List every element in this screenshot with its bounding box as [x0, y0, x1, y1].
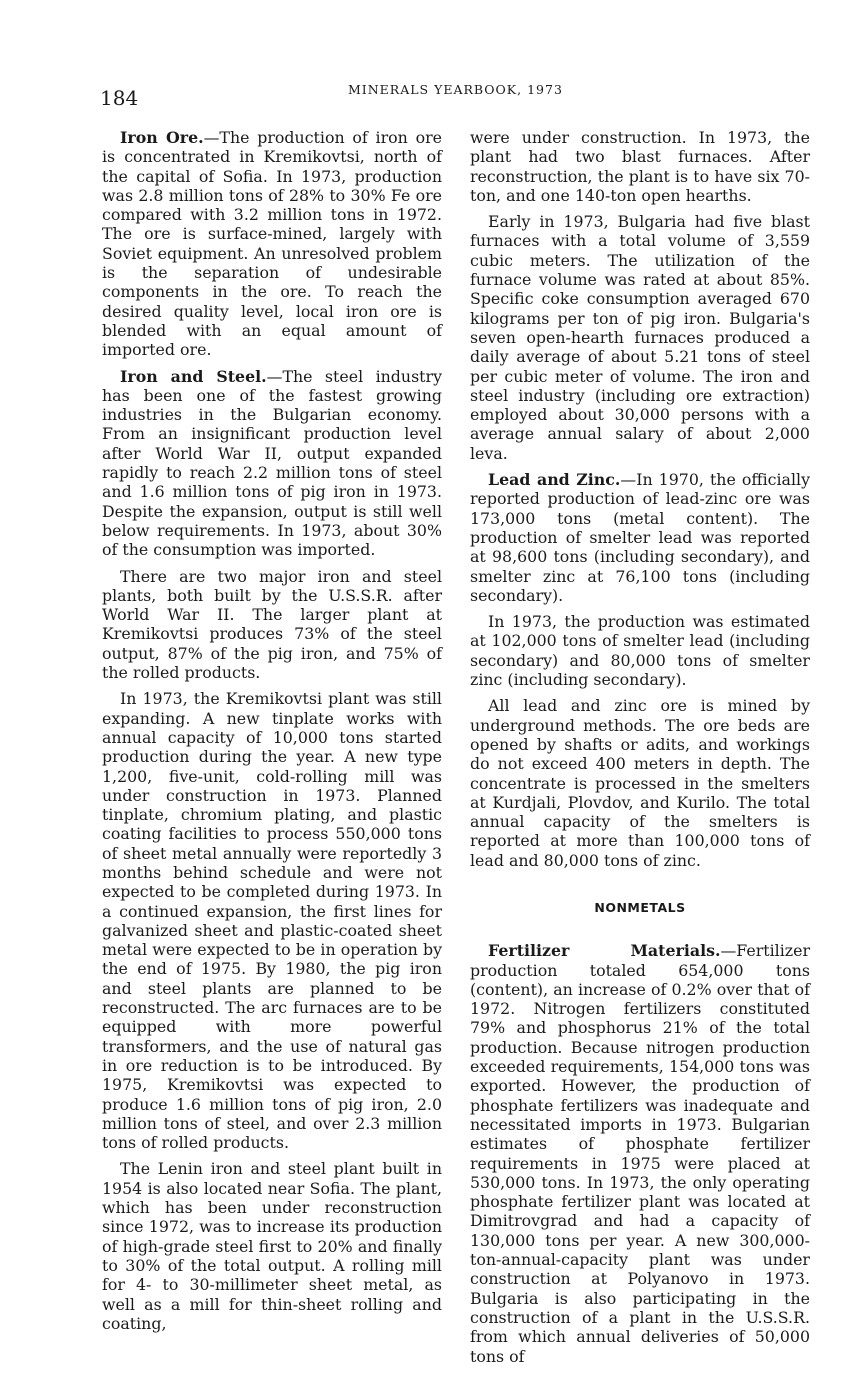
- iron-steel-text: —The steel industry has been one of the fastest growing industries in the Bulgarian economy. From an insignificant production level after World War II, output expanded rapidly to reach 2.2 million tons of steel and 1.6 million tons of pig iron in 1973. Despite the expansion, output is still well below requirements. In 1973, about 30% of the consumption was imported.: [102, 366, 443, 560]
- lead-zinc-paragraph: [470, 470, 810, 605]
- lead-zinc-heading: Lead and Zinc.: [488, 470, 621, 490]
- kremikovtsi-paragraph: In 1973, the Kremikovtsi plant was still expanding. A new tinplate works with annual capacity of 10,000 tons started production during the year. A new type 1,200, five-unit, cold-rolling mill was under construction in 1973. Planned tinplate, chromium plating, and plastic coating facilities to process 550,000 tons of sheet metal annually were reportedly 3 months behind schedule and were not expected to be completed during 1973. In a continued expansion, the first lines for galvanized sheet and plastic-coated sheet metal were expected to be in operation by the end of 1975. By 1980, the pig iron and steel plants are planned to be reconstructed. The arc furnaces are to be equipped with more powerful transformers, and the use of natural gas in ore reduction is to be introduced. By 1975, Kremikovtsi was expected to produce 1.6 million tons of pig iron, 2.0 million tons of steel, and over 2.3 million tons of rolled products.: [102, 689, 442, 1153]
- iron-ore-heading: Iron Ore.: [120, 128, 204, 147]
- plants-paragraph: There are two major iron and steel plants, both built by the U.S.S.R. after World War II. The larger plant at Kremikovtsi produces 73% of the steel output, 87% of the pig iron, and 75% of the rolled products.: [102, 566, 442, 683]
- running-title: MINERALS YEARBOOK, 1973: [348, 82, 563, 97]
- continued-paragraph: were under construction. In 1973, the plant had two blast furnaces. After reconstruction, the plant is to have six 70-ton, and one 140-ton open hearths.: [470, 128, 810, 205]
- nonmetals-heading: NONMETALS: [594, 899, 686, 915]
- fertilizer-paragraph: [470, 941, 810, 1366]
- right-column: [470, 128, 810, 1373]
- production-1973-paragraph: In 1973, the production was estimated at 102,000 tons of smelter lead (including secondary) and 80,000 tons of smelter zinc (including secondary).: [470, 612, 810, 690]
- page-number: 184: [100, 86, 139, 110]
- left-column: [102, 128, 442, 1340]
- fertilizer-text: —Fertilizer production totaled 654,000 tons (content), an increase of 0.2% over that of 1972. Nitrogen fertilizers constituted 79% and phosphorus 21% of the total production. Because nitrogen production exceeded requirements, 154,000 tons was exported. However, the production of phosphate fertilizers was inadequate and necessitated imports in 1973. Bulgarian estimates of phosphate fertilizer requirements in 1975 were placed at 530,000 tons. In 1973, the only operating phosphate fertilizer plant was located at Dimitrovgrad and had a capacity of 130,000 tons per year. A new 300,000-ton-annual-capacity plant was under construction at Polyanovo in 1973. Bulgaria is also participating in the construction of a plant in the U.S.S.R. from which annual deliveries of 50,000 tons of: [470, 941, 810, 1366]
- lenin-plant-paragraph: The Lenin iron and steel plant built in 1954 is also located near Sofia. The plant, which has been under reconstruction since 1972, was to increase its production of high-grade steel first to 20% and finally to 30% of the total output. A rolling mill for 4- to 30-millimeter sheet metal, as well as a mill for thin-sheet rolling and coating,: [102, 1159, 442, 1333]
- iron-steel-heading: Iron and Steel.: [120, 366, 267, 386]
- lead-zinc-text: —In 1970, the officially reported production of lead-zinc ore was 173,000 tons (metal content). The production of smelter lead was reported at 98,600 tons (including secondary), and smelter zinc at 76,100 tons (including secondary).: [470, 470, 810, 605]
- mining-methods-paragraph: All lead and zinc ore is mined by underground methods. The ore beds are opened by shafts or adits, and workings do not exceed 400 meters in depth. The concentrate is processed in the smelters at Kurdjali, Plovdov, and Kurilo. The total annual capacity of the smelters is reported at more than 100,000 tons of lead and 80,000 tons of zinc.: [470, 696, 810, 870]
- iron-ore-text: —The production of iron ore is concentrated in Kremikovtsi, north of the capital of Sofia. In 1973, production was 2.8 million tons of 28% to 30% Fe ore compared with 3.2 million tons in 1972. The ore is surface-mined, largely with Soviet equipment. An unresolved problem is the separation of undesirable components in the ore. To reach the desired quality level, local iron ore is blended with an equal amount of imported ore.: [102, 128, 443, 360]
- fertilizer-heading: Fertilizer Materials.: [488, 941, 721, 961]
- iron-steel-paragraph: [102, 367, 442, 560]
- iron-ore-paragraph: [102, 128, 442, 360]
- blast-furnace-paragraph: Early in 1973, Bulgaria had five blast furnaces with a total volume of 3,559 cubic meters. The utilization of the furnace volume was rated at about 85%. Specific coke consumption averaged 670 kilograms per ton of pig iron. Bulgaria's seven open-hearth furnaces produced a daily average of about 5.21 tons of steel per cubic meter of volume. The iron and steel industry (including ore extraction) employed about 30,000 persons with a average annual salary of about 2,000 leva.: [470, 212, 810, 463]
